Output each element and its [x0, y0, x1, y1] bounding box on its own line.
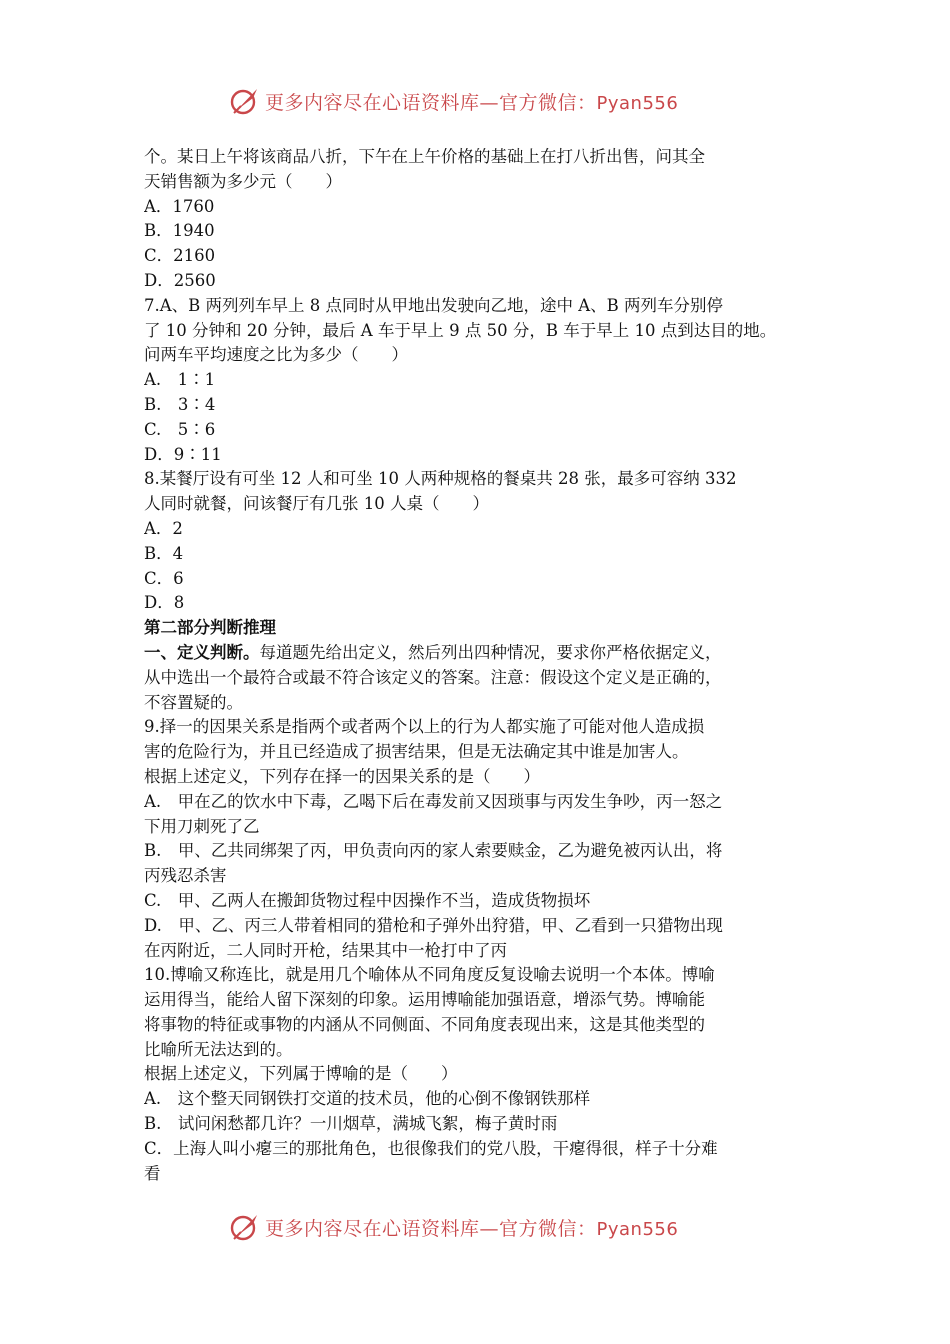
quill-seal-icon: [228, 1210, 262, 1244]
text-line: 将事物的特征或事物的内涵从不同侧面、不同角度表现出来，这是其他类型的: [144, 1014, 705, 1034]
section-intro-line: 一、定义判断。每道题先给出定义，然后列出四种情况，要求你严格依据定义，: [144, 642, 722, 662]
text-line: 害的危险行为，并且已经造成了损害结果，但是无法确定其中谁是加害人。: [144, 742, 689, 762]
option-line: C．上海人叫小瘪三的那批角色，也很像我们的党八股，干瘪得很，样子十分难: [144, 1138, 718, 1158]
subsection-label: 一、定义判断。: [144, 642, 260, 662]
option-line: B. 3∶4: [144, 394, 216, 414]
text-line: 不容置疑的。: [144, 692, 243, 712]
text-line: 比喻所无法达到的。: [144, 1039, 293, 1059]
option-line: A. 甲在乙的饮水中下毒，乙喝下后在毒发前又因琐事与丙发生争吵，丙一怒之: [144, 791, 723, 811]
option-line: D．9∶11: [144, 444, 222, 464]
option-line: B. 甲、乙共同绑架了丙，甲负责向丙的家人索要赎金，乙为避免被丙认出，将: [144, 841, 723, 861]
option-line: C．6: [144, 568, 184, 588]
text-line: 从中选出一个最符合或最不符合该定义的答案。注意：假设这个定义是正确的，: [144, 667, 722, 687]
text-line: 根据上述定义，下列存在择一的因果关系的是（ ）: [144, 766, 540, 786]
text-line: 天销售额为多少元（ ）: [144, 171, 342, 191]
banner-text: 更多内容尽在心语资料库—官方微信：Pyan556: [265, 1218, 679, 1240]
text-line: 在丙附近，二人同时开枪，结果其中一枪打中了丙: [144, 940, 507, 960]
option-line: C. 5∶6: [144, 419, 216, 439]
option-line: A. 1∶1: [144, 370, 216, 390]
text-line: 丙残忍杀害: [144, 866, 227, 886]
option-line: B. 试问闲愁都几许？一川烟草，满城飞絮，梅子黄时雨: [144, 1114, 558, 1134]
option-line: A．1760: [144, 196, 215, 216]
option-line: B．4: [144, 543, 184, 563]
text-line: 问两车平均速度之比为多少（ ）: [144, 345, 408, 365]
option-line: C．2160: [144, 246, 216, 266]
option-line: A. 这个整天同钢铁打交道的技术员，他的心倒不像钢铁那样: [144, 1089, 591, 1109]
option-line: D. 甲、乙、丙三人带着相同的猎枪和子弹外出狩猎，甲、乙看到一只猎物出现: [144, 915, 723, 935]
text-line: 下用刀刺死了乙: [144, 816, 260, 836]
text-line: 看: [144, 1163, 161, 1183]
section-heading: 第二部分判断推理: [144, 618, 276, 638]
option-line: D．2560: [144, 270, 216, 290]
question-10-line: 10.博喻又称连比，就是用几个喻体从不同角度反复设喻去说明一个本体。博喻: [144, 965, 715, 985]
option-line: C. 甲、乙两人在搬卸货物过程中因操作不当，造成货物损坏: [144, 890, 591, 910]
text-line: 人同时就餐，问该餐厅有几张 10 人桌（ ）: [144, 494, 489, 514]
text-line: 根据上述定义，下列属于博喻的是（ ）: [144, 1064, 458, 1084]
option-line: D．8: [144, 593, 185, 613]
question-9-line: 9.择一的因果关系是指两个或者两个以上的行为人都实施了可能对他人造成损: [144, 717, 705, 737]
option-line: A．2: [144, 518, 183, 538]
question-8-line: 8.某餐厅设有可坐 12 人和可坐 10 人两种规格的餐桌共 28 张，最多可容纳 332: [144, 469, 737, 489]
text-line: 运用得当，能给人留下深刻的印象。运用博喻能加强语意，增添气势。博喻能: [144, 990, 705, 1010]
text-line: 个。某日上午将该商品八折，下午在上午价格的基础上在打八折出售，问其全: [144, 147, 705, 166]
text-line: 了 10 分钟和 20 分钟，最后 A 车于早上 9 点 50 分，B 车于早上 10 点到达目的地。: [144, 320, 777, 340]
header-watermark-banner: [0, 82, 950, 122]
banner-text: 更多内容尽在心语资料库—官方微信：Pyan556: [265, 92, 679, 114]
page-content: [144, 145, 814, 1186]
quill-seal-icon: [228, 84, 262, 118]
footer-watermark-banner: [0, 1208, 950, 1248]
question-7-line: 7.A、B 两列列车早上 8 点同时从甲地出发驶向乙地，途中 A、B 两列车分别停: [144, 295, 724, 315]
option-line: B．1940: [144, 221, 215, 241]
